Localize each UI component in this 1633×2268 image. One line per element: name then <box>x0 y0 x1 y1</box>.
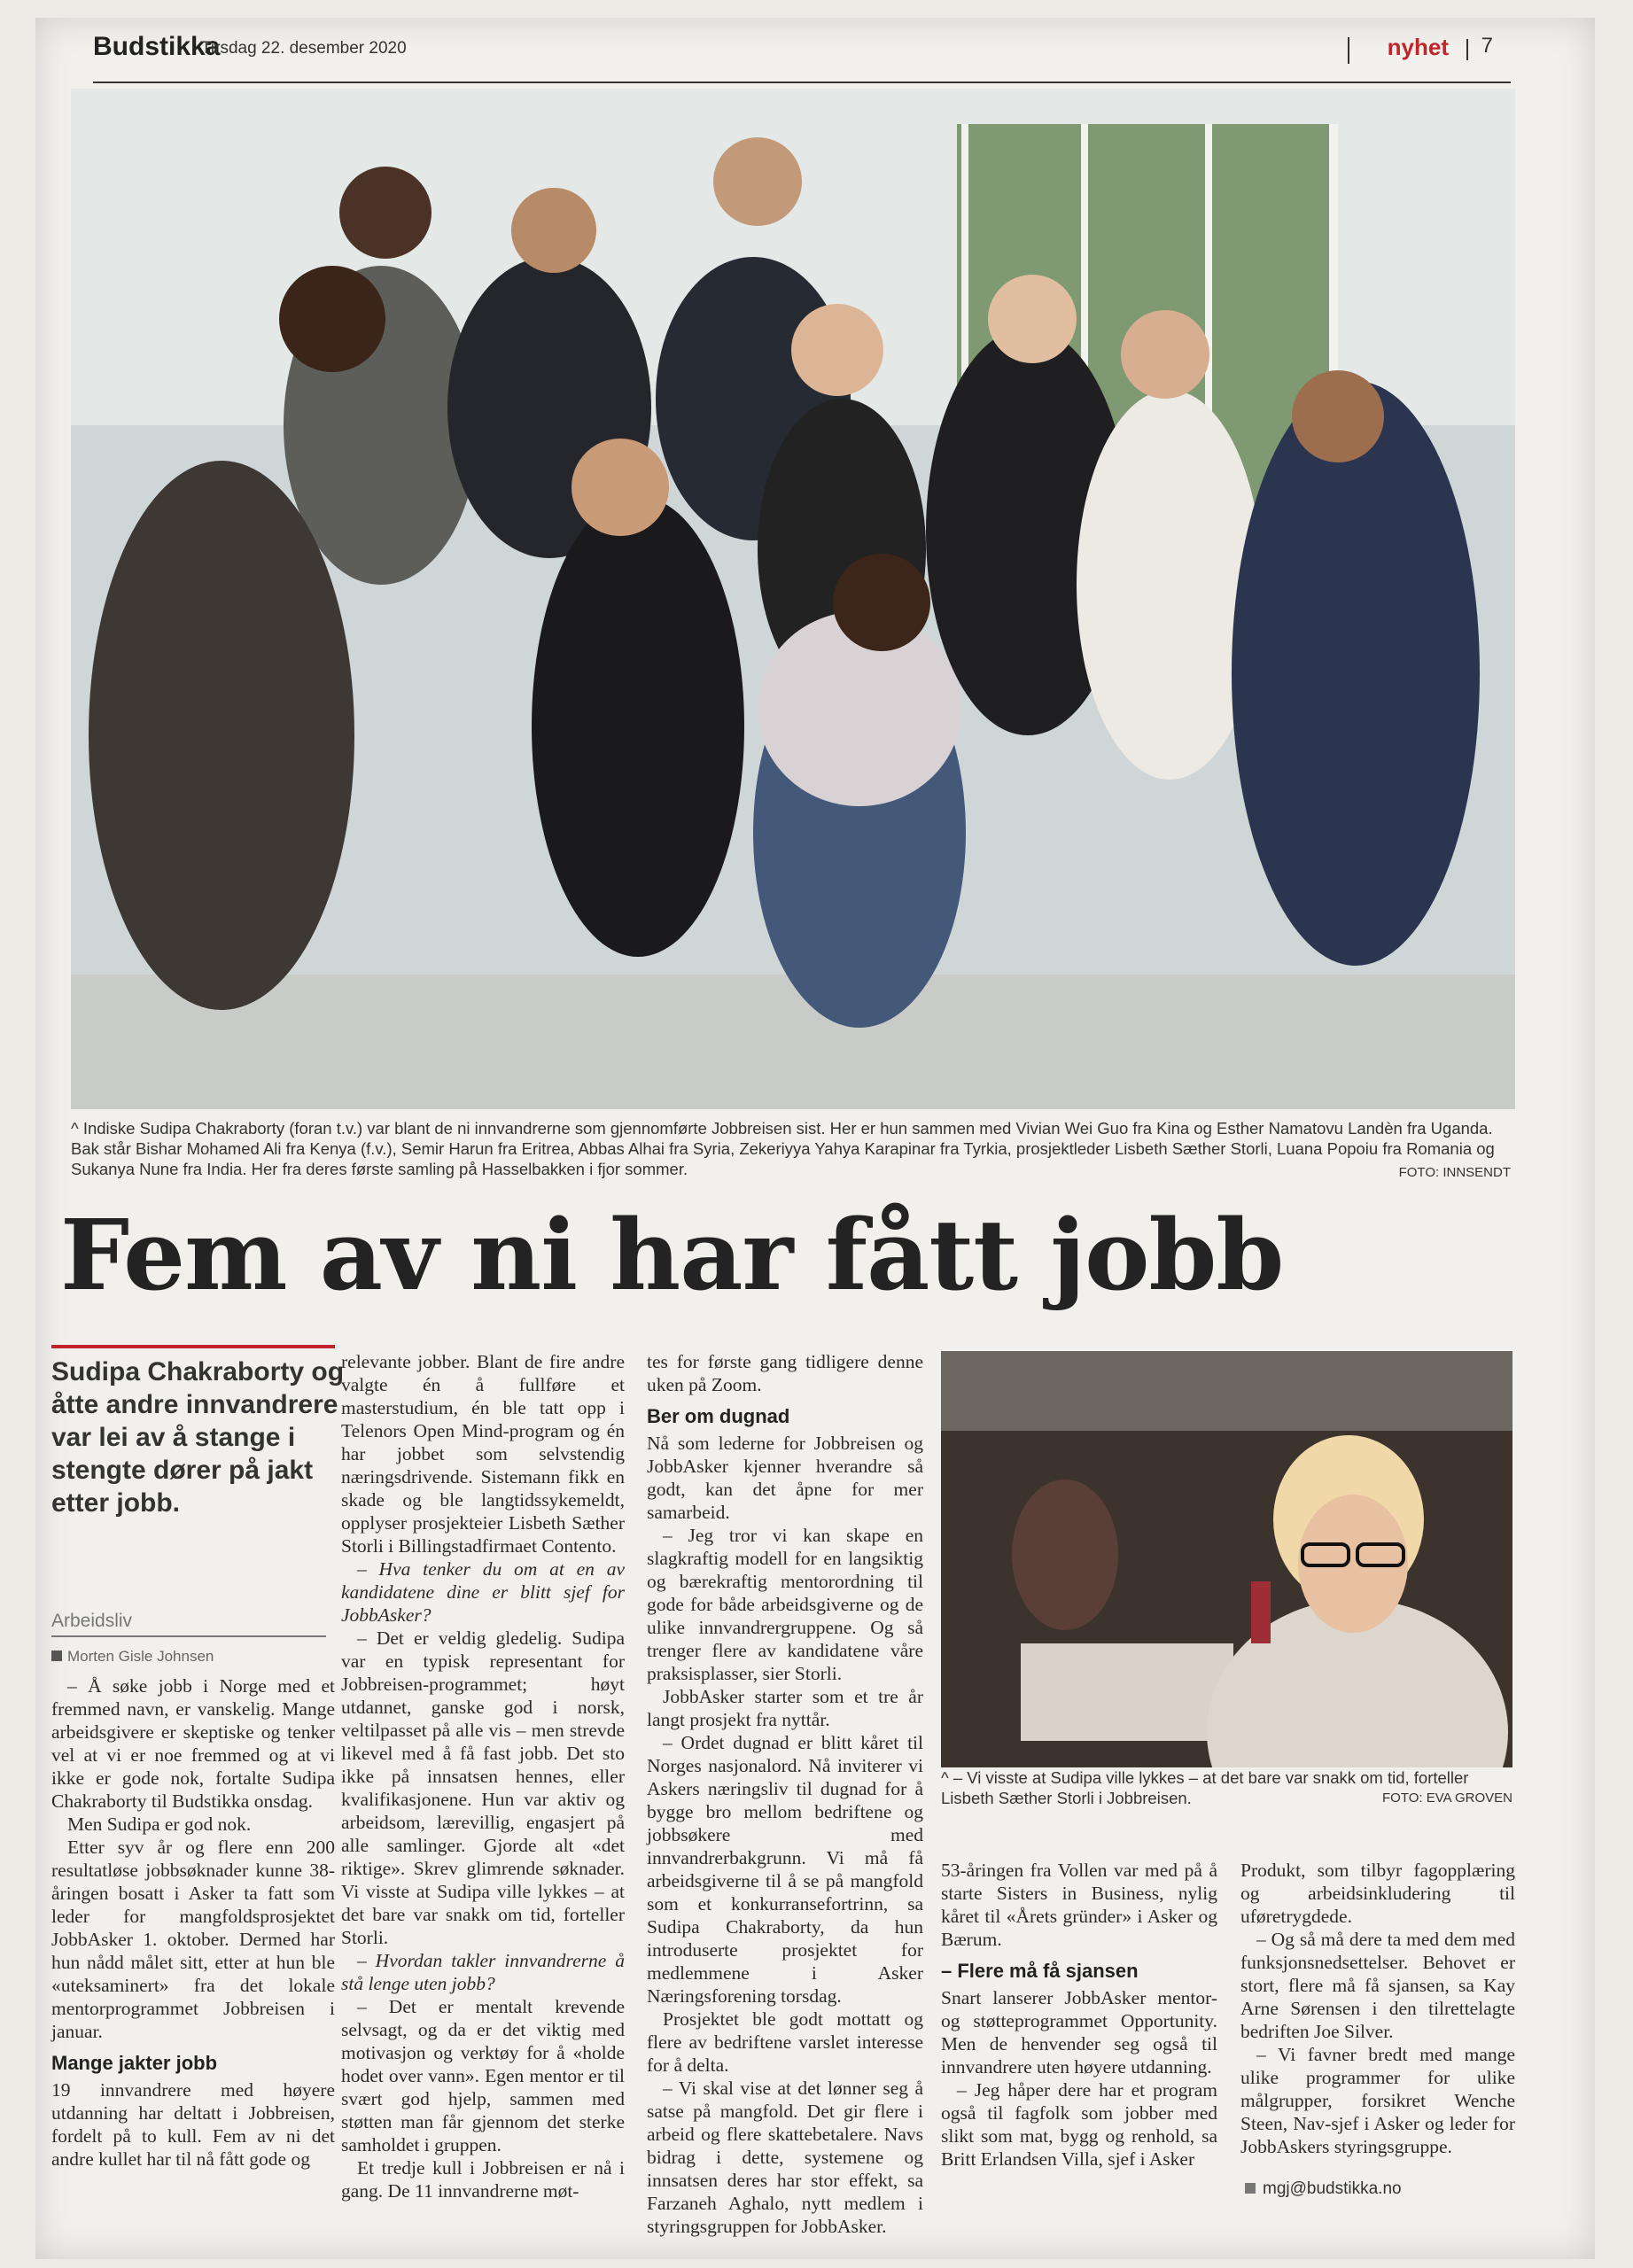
main-photo-credit: FOTO: INNSENDT <box>1398 1165 1511 1180</box>
group-photo <box>71 89 1515 1109</box>
portrait-photo-credit: FOTO: EVA GROVEN <box>1382 1790 1512 1806</box>
article-column-2 <box>341 1350 625 2202</box>
newspaper-brand: Budstikka <box>93 32 221 61</box>
body-paragraph: – Å søke jobb i Norge med et fremmed navn, er vanskelig. Mange arbeidsgivere er skeptiske og tenker vel at vi er noe fremmed og at vi ikke er gode nok, fortalte Sudipa Chakraborty til Budstikka onsdag. <box>51 1675 335 1812</box>
main-photo-caption-text: ^ Indiske Sudipa Chakraborty (foran t.v.) var blant de ni innvandrerne som gjennomførte Jobbreisen sist. Her er hun sammen med Vivian Wei Guo fra Kina og Esther Namatovu Landèn fra Uganda. Bak står Bishar Mohamed Ali fra Kenya (f.v.), Semir Harun fra Eritrea, Abbas Alhai fra Syria, Zekeriyya Yahya Karapinar fra Tyrkia, prosjektleder Lisbeth Sæther Storli, Luana Popoiu fra Romania og Sukanya Nune fra India. Her fra deres første samling på Hasselbakken i fjor sommer. <box>71 1119 1495 1178</box>
byline <box>51 1648 214 1666</box>
body-paragraph: – Vi favner bredt med mange ulike programmer for ulike målgrupper, forsikret Wenche Steen, Nav-sjef i Asker og leder for JobbAskers styringsgruppe. <box>1240 2044 1515 2157</box>
portrait-photo-caption-text: ^ – Vi visste at Sudipa ville lykkes – at det bare var snakk om tid, forteller Lisbeth Sæther Storli i Jobbreisen. <box>941 1768 1469 1807</box>
body-paragraph: Prosjektet ble godt mottatt og flere av bedriftene varslet interesse for å delta. <box>647 2008 923 2076</box>
portrait-photo <box>941 1351 1512 1767</box>
main-photo-caption <box>71 1118 1511 1183</box>
subheading: Mange jakter jobb <box>51 2052 218 2074</box>
body-paragraph: JobbAsker starter som et tre år langt prosjekt fra nyttår. <box>647 1686 923 1730</box>
subheading: Ber om dugnad <box>647 1405 790 1427</box>
body-paragraph: relevante jobber. Blant de fire andre valgte én å fullføre et masterstudium, én ble tatt opp i Telenors Open Mind-program og én har jobbet som selvstendig næringsdrivende. Sistemann fikk en skade og ble langtidssykemeldt, opplyser prosjekteier Lisbeth Sæther Storli i Billingstadfirmaet Contento. <box>341 1351 625 1557</box>
body-paragraph: – Det er mentalt krevende selvsagt, og da er det viktig med motivasjon og verktøy for å «holde hodet over vann». Egen mentor er til svært god hjelp, sammen med støtten man får gjennom det sterke samholdet i gruppen. <box>341 1996 625 2155</box>
author-email <box>1245 2179 1402 2199</box>
email-square-icon <box>1245 2183 1256 2194</box>
article-column-1 <box>51 1674 335 2171</box>
issue-date: Tirsdag 22. desember 2020 <box>201 39 407 58</box>
body-paragraph: – Jeg tror vi kan skape en slagkraftig modell for en langsiktig og bærekraftig mentorordning til gode for både arbeidsgiverne og de ulike innvandrergruppene. Og så trenger flere av kandidatene våre praksisplasser, sier Storli. <box>647 1525 923 1684</box>
body-paragraph: Produkt, som tilbyr fagopplæring og arbeidsinkludering til uføretrygdede. <box>1240 1860 1515 1927</box>
portrait-photo-illustration <box>941 1351 1512 1767</box>
portrait-photo-caption <box>941 1767 1512 1808</box>
article-column-3 <box>647 1350 923 2238</box>
lead-paragraph: Sudipa Chakraborty og åtte andre innvandrere var lei av å stange i stengte dører på jakt etter jobb. <box>51 1357 345 1518</box>
body-paragraph: 53-åringen fra Vollen var med på å starte Sisters in Business, nylig kåret til «Årets gründer» i Asker og Bærum. <box>941 1860 1217 1950</box>
body-paragraph: Nå som lederne for Jobbreisen og JobbAsker kjenner hverandre så godt, kan det åpne for mer samarbeid. <box>647 1433 923 1523</box>
byline-author: Morten Gisle Johnsen <box>67 1648 214 1665</box>
section-label: nyhet <box>1387 34 1449 60</box>
masthead <box>93 28 1511 83</box>
rubric-label: Arbeidsliv <box>51 1611 326 1637</box>
body-paragraph: – Jeg håper dere har et program også til fagfolk som jobber med slikt som mat, bygg og renhold, sa Britt Erlandsen Villa, sjef i Asker <box>941 2079 1217 2170</box>
article-column-4 <box>941 1859 1217 2171</box>
article-column-5 <box>1240 1859 1515 2158</box>
author-email-text: mgj@budstikka.no <box>1263 2179 1402 2198</box>
body-paragraph: Men Sudipa er god nok. <box>67 1814 252 1835</box>
page-number: 7 <box>1481 34 1493 58</box>
body-paragraph: 19 innvandrere med høyere utdanning har deltatt i Jobbreisen, fordelt på to kull. Fem av ni det andre kullet har til nå fått gode og <box>51 2079 335 2170</box>
masthead-divider <box>1348 37 1349 64</box>
headline: Fem av ni har fått jobb <box>60 1198 1284 1312</box>
byline-square-icon <box>51 1651 62 1661</box>
body-paragraph: Etter syv år og flere enn 200 resultatløse jobbsøknader kunne 38-åringen bosatt i Asker ta fatt som leder for mangfoldsprosjektet JobbAsker 1. oktober. Dermed har hun nådd målet sitt, etter at hun ble «uteksaminert» fra det lokale mentorprogrammet Jobbreisen i januar. <box>51 1837 335 2042</box>
subheading: – Flere må få sjansen <box>941 1960 1139 1982</box>
body-paragraph: – Og så må dere ta med dem med funksjonsnedsettelser. Behovet er stort, flere må få sjansen, sa Kay Arne Sørensen i den tilrettelagte bedriften Joe Silver. <box>1240 1929 1515 2042</box>
body-paragraph: tes for første gang tidligere denne uken på Zoom. <box>647 1351 923 1395</box>
interview-question: – Hva tenker du om at en av kandidatene dine er blitt sjef for JobbAsker? <box>341 1558 625 1626</box>
body-paragraph: – Ordet dugnad er blitt kåret til Norges nasjonalord. Nå inviterer vi Askers næringsliv til dugnad for å bygge bro mellom bedriftene og jobbsøkere med innvandrerbakgrunn. Vi må få arbeidsgiverne til å se på mangfold som et konkurransefortrinn, sa Sudipa Chakraborty, da hun introduserte prosjektet for medlemmene i Asker Næringsforening torsdag. <box>647 1732 923 2007</box>
masthead-divider <box>1466 39 1468 60</box>
body-paragraph: – Det er veldig gledelig. Sudipa var en typisk representant for Jobbreisen-programmet; høyt utdannet, ganske god i norsk, veltilpasset på alle vis – men strevde likevel med å få fast jobb. Det sto ikke på innsatsen hennes, eller kvalifikasjonene. Hun var aktiv og arbeidsom, lærevillig, engasjert på alle samlinger. Gjorde alt «det riktige». Skrev glimrende søknader. Vi visste at Sudipa ville lykkes – at det bare var snakk om tid, forteller Storli. <box>341 1627 625 1948</box>
body-paragraph: – Vi skal vise at det lønner seg å satse på mangfold. Det gir flere i arbeid og flere skattebetalere. Navs bidrag i dette, systemene og innsatsen deres har stor effekt, sa Farzaneh Aghalo, nytt medlem i styringsgruppen for JobbAsker. <box>647 2078 923 2237</box>
lead-accent-rule <box>51 1345 335 1348</box>
body-paragraph: Et tredje kull i Jobbreisen er nå i gang. De 11 innvandrerne møt- <box>341 2157 625 2202</box>
group-photo-illustration <box>71 89 1515 1109</box>
interview-question: – Hvordan takler innvandrerne å stå lenge uten jobb? <box>341 1950 625 1994</box>
body-paragraph: Snart lanserer JobbAsker mentor- og støtteprogrammet Opportunity. Men de henvender seg også til innvandrere uten høyere utdanning. <box>941 1987 1217 2078</box>
